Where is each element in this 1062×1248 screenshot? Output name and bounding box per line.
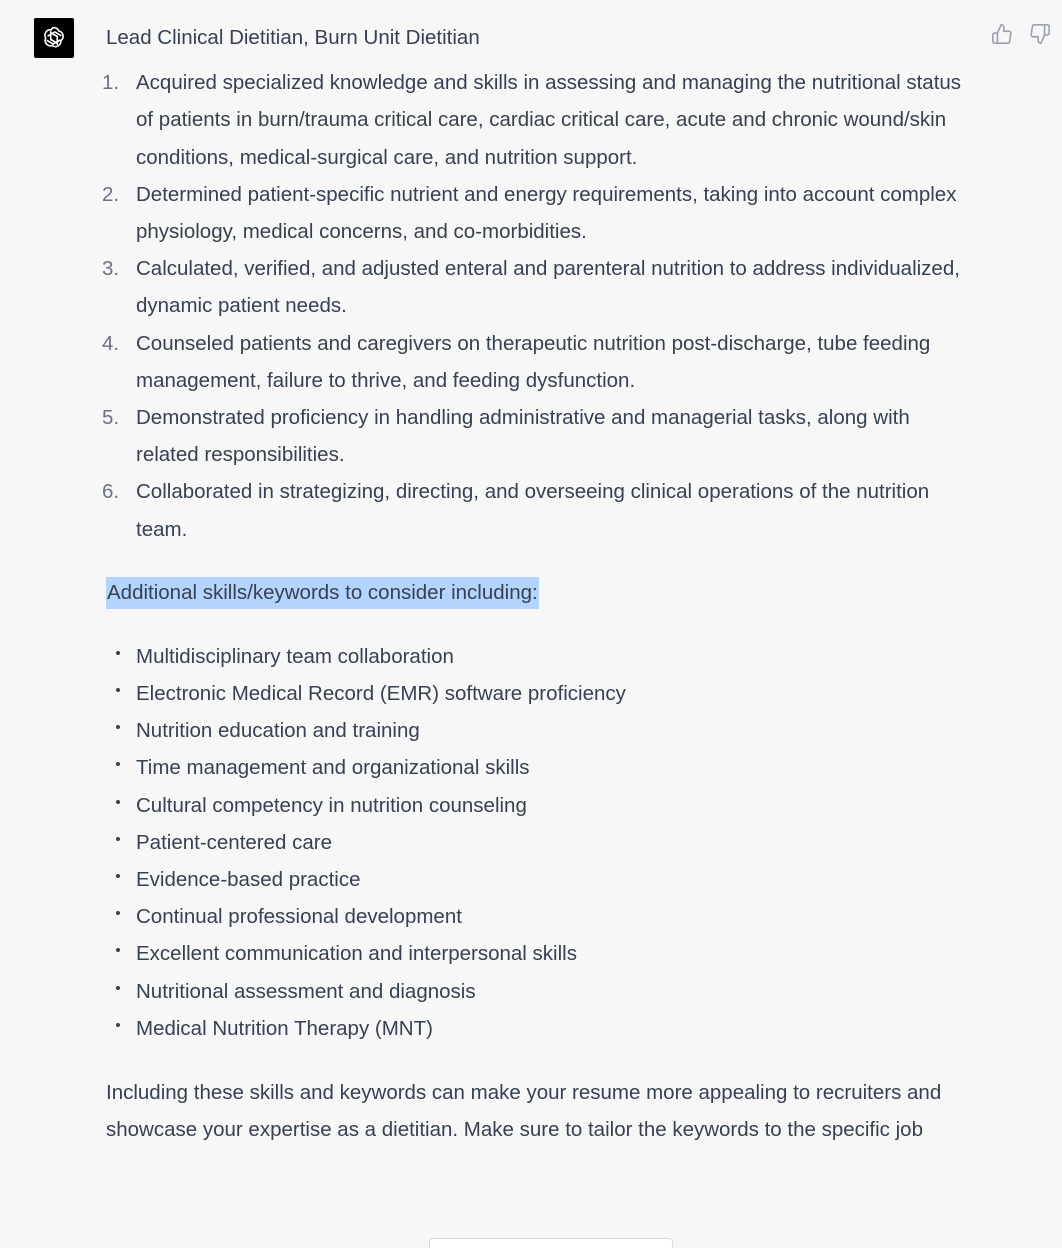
list-item bbox=[102, 473, 966, 547]
list-item-text: Patient-centered care bbox=[136, 830, 333, 854]
list-item bbox=[106, 935, 976, 972]
list-item bbox=[106, 973, 976, 1010]
bullet-icon bbox=[116, 948, 120, 952]
list-item-text: Cultural competency in nutrition counseling bbox=[136, 793, 527, 817]
skills-heading-paragraph bbox=[106, 574, 976, 611]
thumbs-up-button[interactable] bbox=[990, 22, 1014, 46]
bullet-icon bbox=[116, 762, 120, 766]
openai-logo-icon bbox=[40, 24, 68, 52]
list-item bbox=[106, 1010, 976, 1047]
skills-heading-selected-text[interactable]: Additional skills/keywords to consider including: bbox=[106, 577, 539, 609]
list-item bbox=[106, 749, 976, 786]
list-item-text: Collaborated in strategizing, directing, and overseeing clinical operations of the nutrition team. bbox=[136, 480, 930, 541]
feedback-buttons bbox=[990, 22, 1052, 46]
list-item bbox=[106, 712, 976, 749]
bullet-icon bbox=[116, 986, 120, 990]
list-item bbox=[106, 787, 976, 824]
list-item-text: Continual professional development bbox=[136, 905, 462, 929]
list-item-text: Demonstrated proficiency in handling administrative and managerial tasks, along with related responsibilities. bbox=[136, 406, 910, 467]
list-number: 5. bbox=[102, 406, 120, 430]
list-number: 2. bbox=[102, 182, 120, 206]
job-title-line: Lead Clinical Dietitian, Burn Unit Dietitian bbox=[106, 26, 480, 49]
skills-list bbox=[106, 638, 976, 1047]
list-item-text: Excellent communication and interpersonal skills bbox=[136, 942, 577, 966]
list-item-text: Electronic Medical Record (EMR) software proficiency bbox=[136, 682, 626, 706]
list-item bbox=[106, 675, 976, 712]
list-item-text: Calculated, verified, and adjusted enteral and parenteral nutrition to address individualized, dynamic patient needs. bbox=[136, 257, 960, 318]
message-content bbox=[102, 0, 976, 1148]
bullet-icon bbox=[116, 800, 120, 804]
closing-paragraph: Including these skills and keywords can make your resume more appealing to recruiters and showcase your expertise as a dietitian. Make sure to tailor the keywords to the specific job bbox=[106, 1081, 942, 1142]
bullet-icon bbox=[116, 837, 120, 841]
thumbs-down-icon bbox=[1029, 23, 1051, 45]
bullet-icon bbox=[116, 651, 120, 655]
list-item bbox=[102, 64, 966, 176]
bullet-icon bbox=[116, 911, 120, 915]
bullet-icon bbox=[116, 725, 120, 729]
list-item bbox=[106, 824, 976, 861]
assistant-avatar bbox=[34, 18, 74, 58]
list-item bbox=[106, 638, 976, 675]
list-item-text: Nutritional assessment and diagnosis bbox=[136, 979, 476, 1003]
list-item-text: Time management and organizational skills bbox=[136, 756, 530, 780]
list-number: 1. bbox=[102, 71, 120, 95]
bullet-icon bbox=[116, 688, 120, 692]
list-item bbox=[106, 898, 976, 935]
list-number: 6. bbox=[102, 480, 120, 504]
thumbs-up-icon bbox=[991, 23, 1013, 45]
list-number: 3. bbox=[102, 257, 120, 281]
list-number: 4. bbox=[102, 331, 120, 355]
responsibilities-list bbox=[102, 64, 976, 548]
list-item-text: Evidence-based practice bbox=[136, 868, 361, 892]
list-item-text: Nutrition education and training bbox=[136, 719, 420, 743]
thumbs-down-button[interactable] bbox=[1028, 22, 1052, 46]
bullet-icon bbox=[116, 874, 120, 878]
list-item bbox=[102, 325, 966, 399]
regenerate-button[interactable] bbox=[429, 1238, 673, 1248]
bullet-icon bbox=[116, 1023, 120, 1027]
list-item-text: Acquired specialized knowledge and skills in assessing and managing the nutritional status of patients in burn/trauma critical care, cardiac critical care, acute and chronic wound/skin conditions, medical-surgical care, and nutrition support. bbox=[136, 71, 962, 169]
list-item-text: Determined patient-specific nutrient and energy requirements, taking into account complex physiology, medical concerns, and co-morbidities. bbox=[136, 182, 957, 244]
list-item bbox=[102, 176, 966, 250]
list-item bbox=[102, 250, 966, 324]
list-item-text: Counseled patients and caregivers on therapeutic nutrition post-discharge, tube feeding management, failure to thrive, and feeding dysfunction. bbox=[136, 331, 931, 392]
list-item-text: Multidisciplinary team collaboration bbox=[136, 644, 454, 668]
list-item bbox=[106, 861, 976, 898]
list-item bbox=[102, 399, 966, 473]
list-item-text: Medical Nutrition Therapy (MNT) bbox=[136, 1016, 433, 1040]
